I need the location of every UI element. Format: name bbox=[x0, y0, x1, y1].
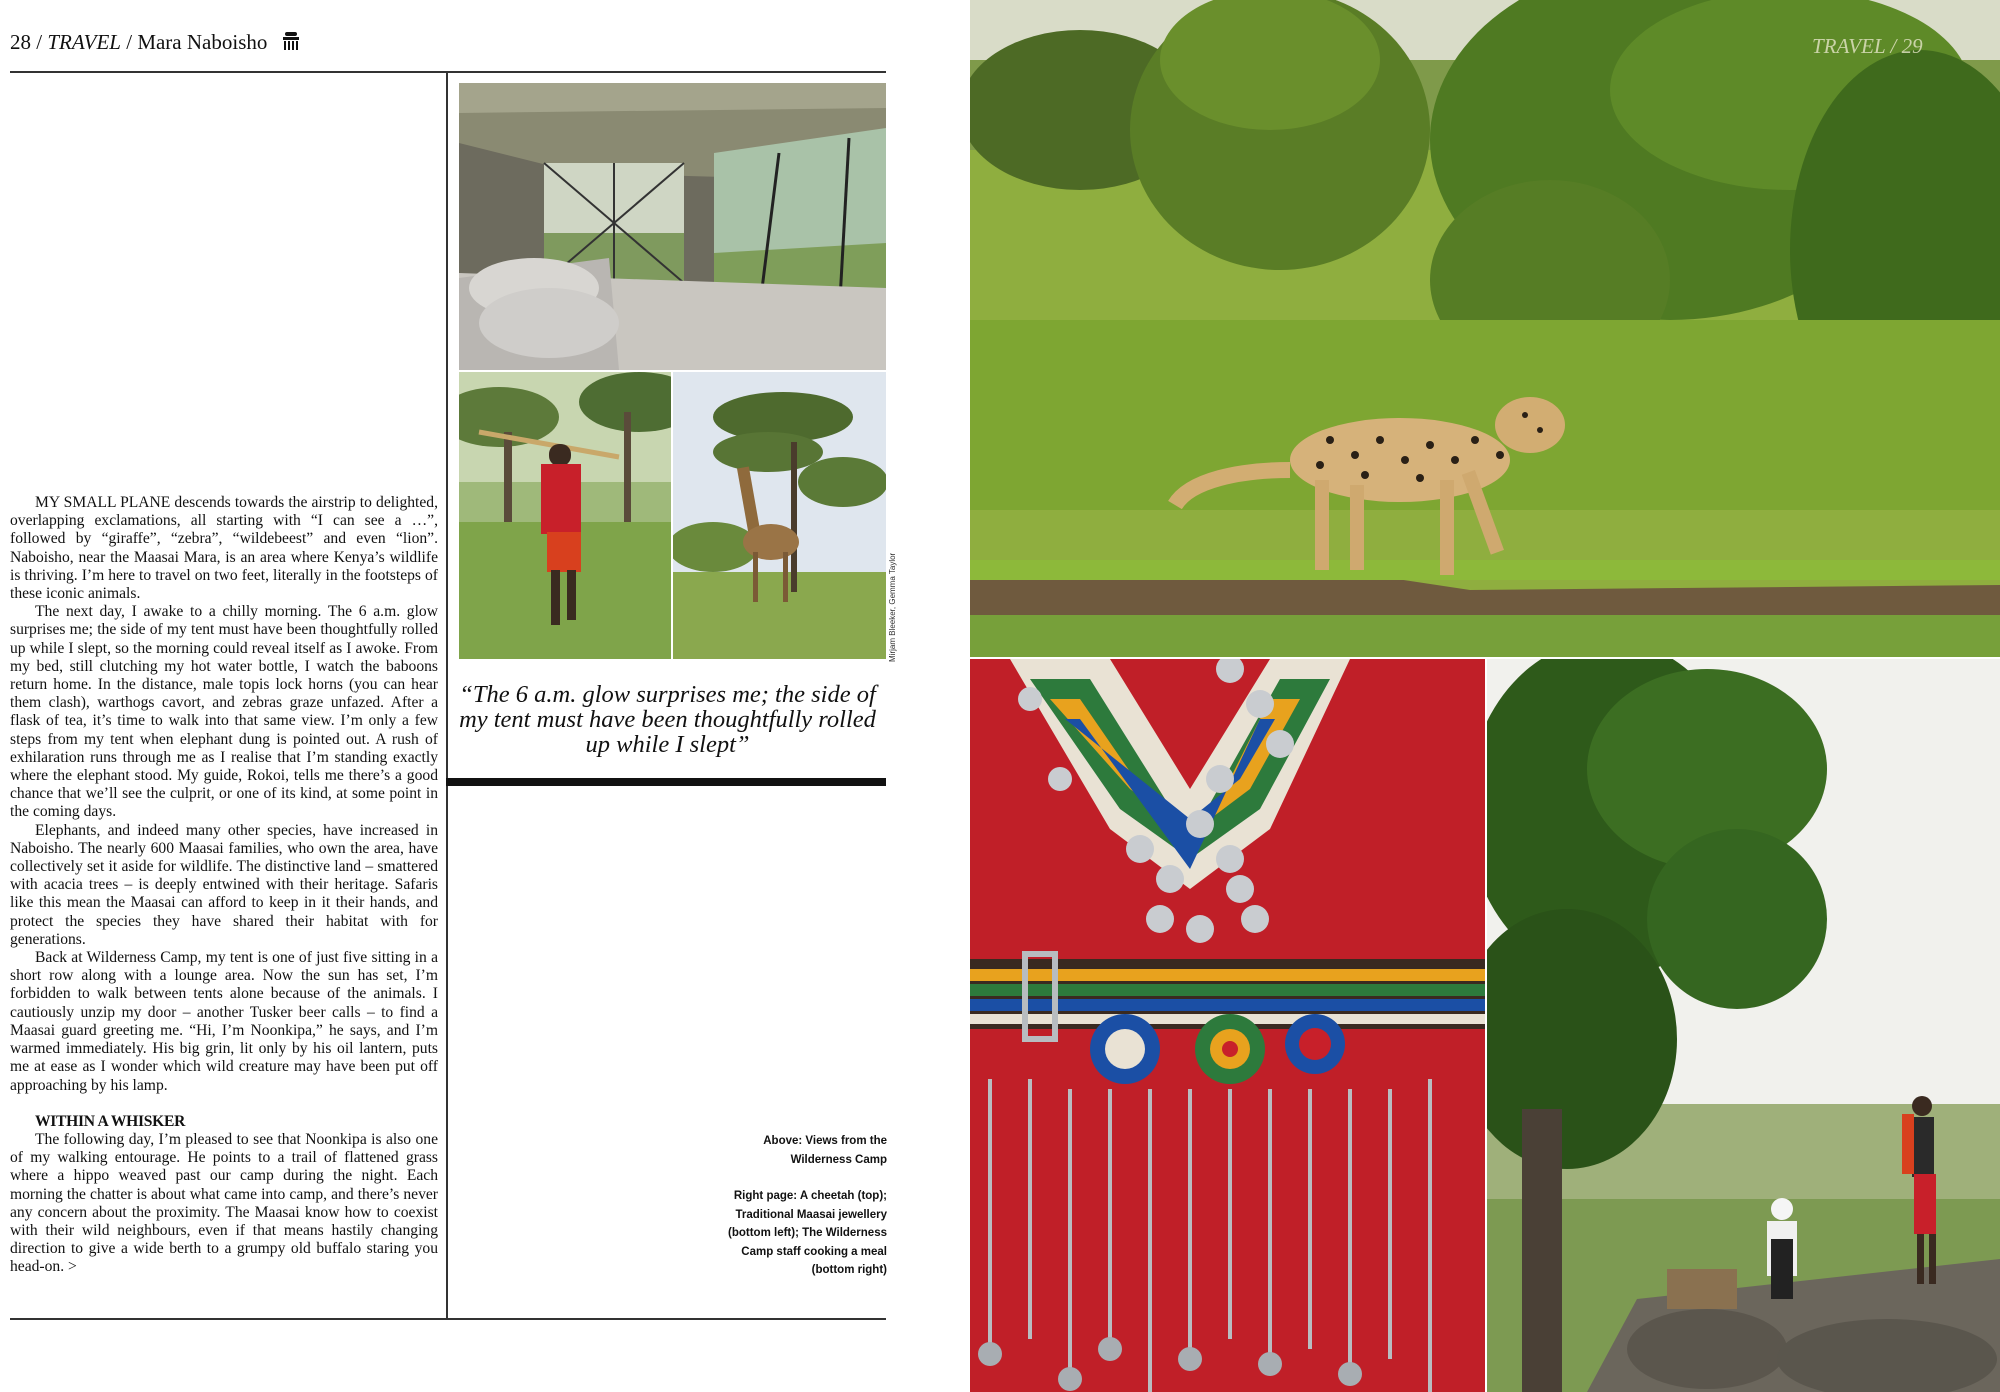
photo-caption bbox=[700, 1132, 887, 1280]
page-number: 28 bbox=[10, 30, 31, 54]
photo-camp-staff bbox=[1487, 659, 2000, 1392]
pull-quote-bar bbox=[446, 778, 886, 786]
article-subheading: WITHIN A WHISKER bbox=[35, 1112, 186, 1130]
pull-quote: “The 6 a.m. glow surprises me; the side of my tent must have been thoughtfully rolled up while I slept” bbox=[459, 681, 876, 758]
right-page-folio: TRAVEL / 29 bbox=[1812, 34, 1923, 58]
column-divider bbox=[446, 72, 448, 1318]
article-paragraph: The following day, I’m pleased to see that Noonkipa is also one of my walking entourage. He points to a trail of flattened grass where a hippo weaved past our camp during the night. Each morning the chatter is about what came into camp, and there’s never any concern about the proximity. The Maasai know how to coexist with their wild neighbours, even if that means hastily changing direction to give a wide berth to a grumpy old buffalo staring you head-on. > bbox=[10, 1130, 438, 1276]
article-paragraph: The next day, I awake to a chilly morning. The 6 a.m. glow surprises me; the side of my tent must have been thoughtfully rolled up while I slept, so the morning could reveal itself as I awoke. From my bed, still clutching my hot water bottle, I watch the baboons return home. In the distance, male topis lock horns (you can hear them clash), warthogs cavort, and zebras graze unfazed. After a flask of tea, it’s time to walk into that same view. I’m only a few steps from my tent when elephant dung is pointed out. A rush of exhilaration runs through me as I realise that I’m standing exactly where the elephant stood. My guide, Rokoi, tells me there’s a good chance that we’ll see the culprit, or one of its kind, at some point in the coming days. bbox=[10, 603, 438, 821]
photo-tent-interior bbox=[459, 83, 886, 370]
article-paragraph: Elephants, and indeed many other species, have increased in Naboisho. The nearly 600 Maasai families, who own the area, have collectively set it aside for wildlife. The distinctive land – smattered with acacia trees – is deeply entwined with their heritage. Safaris like this mean the Maasai can afford to keep in it their hands, and protect the species they have shared their habitat with for generations. bbox=[10, 821, 438, 948]
page-header: 28 / TRAVEL / Mara Naboisho bbox=[10, 30, 301, 57]
caption-left-page: Above: Views from the Wilderness Camp bbox=[763, 1135, 887, 1166]
section-name: TRAVEL bbox=[47, 30, 121, 54]
footer-rule bbox=[10, 1318, 886, 1320]
brand-glyph-icon bbox=[281, 31, 301, 57]
article-location: Mara Naboisho bbox=[137, 30, 268, 54]
article-body bbox=[10, 494, 438, 1277]
photo-credit: Mirjam Bleeker, Gemma Taylor bbox=[888, 552, 897, 662]
photo-maasai-jewellery bbox=[970, 659, 1485, 1392]
article-paragraph: MY SMALL PLANE descends towards the airstrip to delighted, overlapping exclamations, all starting with “I can see a …”, followed by “giraffe”, “zebra”, “wildebeest” and even “lion”. Naboisho, near the Maasai Mara, is an area where Kenya’s wildlife is thriving. I’m here to travel on two feet, literally in the footsteps of these iconic animals. bbox=[10, 494, 438, 603]
photo-maasai-guide bbox=[459, 372, 671, 659]
header-rule bbox=[10, 71, 886, 73]
photo-cheetah bbox=[970, 0, 2000, 657]
article-paragraph: Back at Wilderness Camp, my tent is one of just five sitting in a short row along with a lounge area. Now the sun has set, I’m forbidden to walk between tents alone because of the animals. I cautiously unzip my door – another Tusker beer calls – to find a Maasai guard greeting me. “Hi, I’m Noonkipa,” he says, and I’m warmed immediately. His big grin, lit only by his oil lantern, puts me at ease as I wonder which wild creature may have been put off approaching by his lamp. bbox=[10, 949, 438, 1094]
caption-right-page: Right page: A cheetah (top); Traditional Maasai jewellery (bottom left); The Wilderness Camp staff cooking a meal (bottom right) bbox=[728, 1190, 887, 1276]
photo-giraffe bbox=[673, 372, 886, 659]
